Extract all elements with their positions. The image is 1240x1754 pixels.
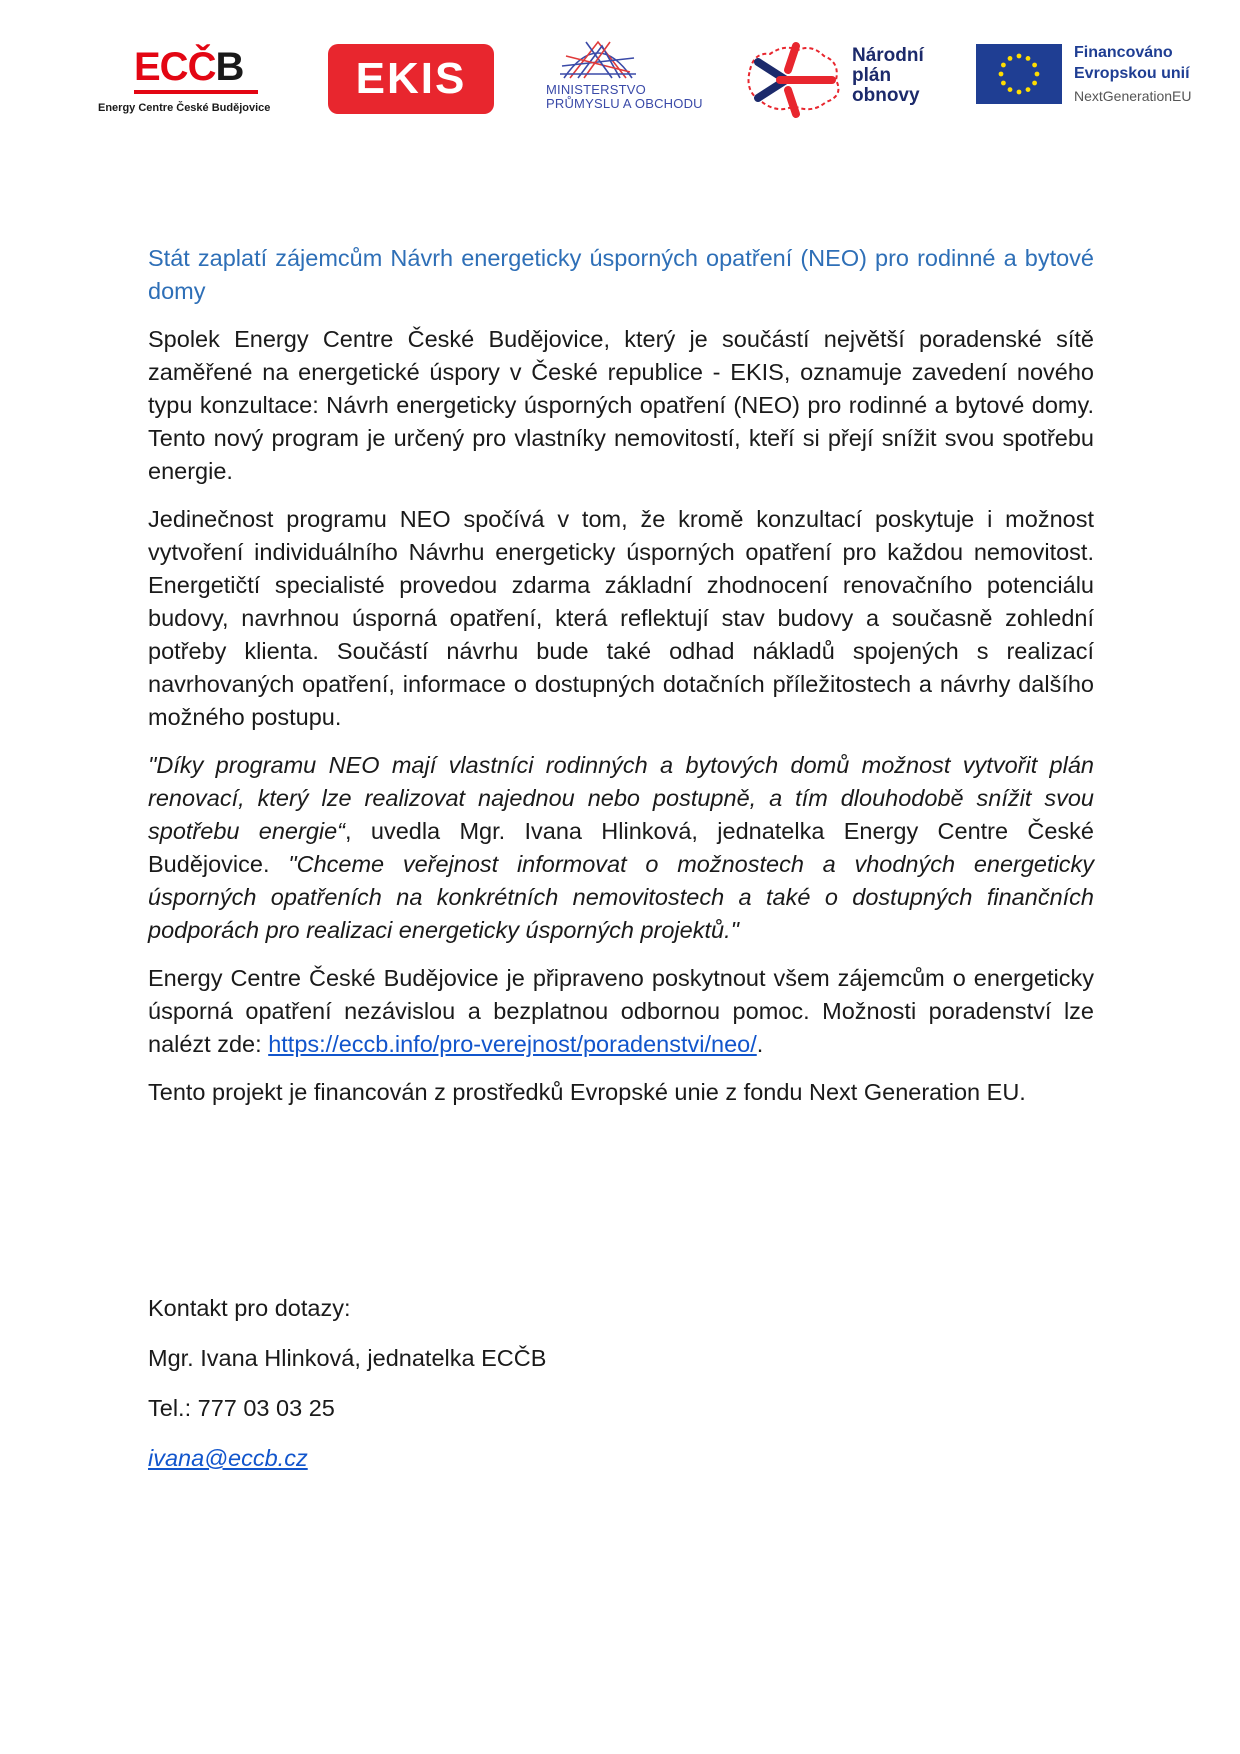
eu-logo-line3: NextGenerationEU [1074, 88, 1192, 104]
npo-logo [740, 40, 940, 120]
paragraph-services [148, 962, 1094, 1061]
mpo-logo-line1: MINISTERSTVO [546, 82, 646, 97]
paragraph-quotes [148, 749, 1094, 947]
quote-second: "Chceme veřejnost informovat o možnostech a vhodných energeticky úsporných opatřeních na konkrétních nemovitostech a také o dostupných finančních podporách pro realizaci energeticky úsporných projektů." [148, 851, 1094, 943]
npo-logo-line3: obnovy [852, 85, 920, 106]
mpo-logo [546, 38, 716, 118]
mpo-logo-line2: PRŮMYSLU A OBCHODU [546, 96, 703, 111]
contact-phone: Tel.: 777 03 03 25 [148, 1395, 335, 1421]
npo-logo-line2: plán [852, 65, 892, 86]
article-title: Stát zaplatí zájemcům Návrh energeticky úsporných opatření (NEO) pro rodinné a bytové domy [148, 245, 1094, 304]
contact-email-row [148, 1442, 1094, 1475]
eccb-logo-word-red: ECČ [134, 45, 216, 89]
ekis-logo [328, 44, 494, 114]
eu-stars-icon [976, 44, 1062, 104]
contact-name: Mgr. Ivana Hlinková, jednatelka ECČB [148, 1345, 547, 1371]
eccb-logo-subtitle: Energy Centre České Budějovice [98, 102, 271, 114]
eccb-logo-wordmark [134, 44, 243, 90]
eccb-logo [96, 44, 296, 114]
globe-lines-icon [558, 38, 638, 80]
neo-info-link[interactable]: https://eccb.info/pro-verejnost/poradenstvi/neo/ [268, 1031, 757, 1057]
eu-funding-logo [976, 44, 1206, 108]
ekis-logo-wordmark: EKIS [355, 54, 467, 103]
czech-map-arrow-icon [740, 40, 848, 120]
quote-first: "Díky programu NEO mají vlastníci rodinných a bytových domů možnost vytvořit plán renovací, který lze realizovat najednou nebo postupně, a tím dlouhodobě snížit svou spotřebu energie“ [148, 752, 1094, 844]
services-text: Energy Centre České Budějovice je připraveno poskytnout všem zájemcům o energeticky úsporná opatření nezávislou a bezplatnou odbornou pomoc. Možnosti poradenství lze nalézt zde: [148, 965, 1094, 1057]
contact-heading: Kontakt pro dotazy: [148, 1295, 351, 1321]
eccb-logo-word-dark: B [215, 45, 244, 89]
logo-header [0, 38, 1240, 128]
eu-flag-icon [976, 44, 1062, 104]
press-release-body [148, 242, 1094, 1124]
quote-attribution: , uvedla Mgr. Ivana Hlinková, jednatelka Energy Centre České Budějovice. [148, 818, 1094, 877]
eccb-logo-underline [134, 90, 258, 94]
paragraph-intro: Spolek Energy Centre České Budějovice, který je součástí největší poradenské sítě zaměřené na energetické úspory v České republice - EKIS, oznamuje zavedení nového typu konzultace: Návrh energeticky úsporných opatření (NEO) pro rodinné a bytové domy. Tento nový program je určený pro vlastníky nemovitostí, kteří si přejí snížit svou spotřebu energie. [148, 326, 1094, 484]
contact-block [148, 1292, 1094, 1492]
eu-logo-line1: Financováno [1074, 44, 1173, 61]
contact-email-link[interactable]: ivana@eccb.cz [148, 1445, 308, 1471]
eu-logo-line2: Evropskou unií [1074, 65, 1190, 82]
npo-logo-line1: Národní [852, 45, 924, 66]
services-end: . [756, 1031, 764, 1057]
npo-logo-text [852, 46, 924, 106]
paragraph-funding: Tento projekt je financován z prostředků Evropské unie z fondu Next Generation EU. [148, 1079, 1026, 1105]
paragraph-program: Jedinečnost programu NEO spočívá v tom, že kromě konzultací poskytuje i možnost vytvoření individuálního Návrhu energeticky úsporných opatření pro každou nemovitost. Energetičtí specialisté provedou zdarma základní zhodnocení renovačního potenciálu budovy, navrhnou úsporná opatření, která reflektují stav budovy a současně zohlední potřeby klienta. Součástí návrhu bude také odhad nákladů spojených s realizací navrhovaných opatření, informace o dostupných dotačních příležitostech a návrhy dalšího možného postupu. [148, 506, 1094, 730]
